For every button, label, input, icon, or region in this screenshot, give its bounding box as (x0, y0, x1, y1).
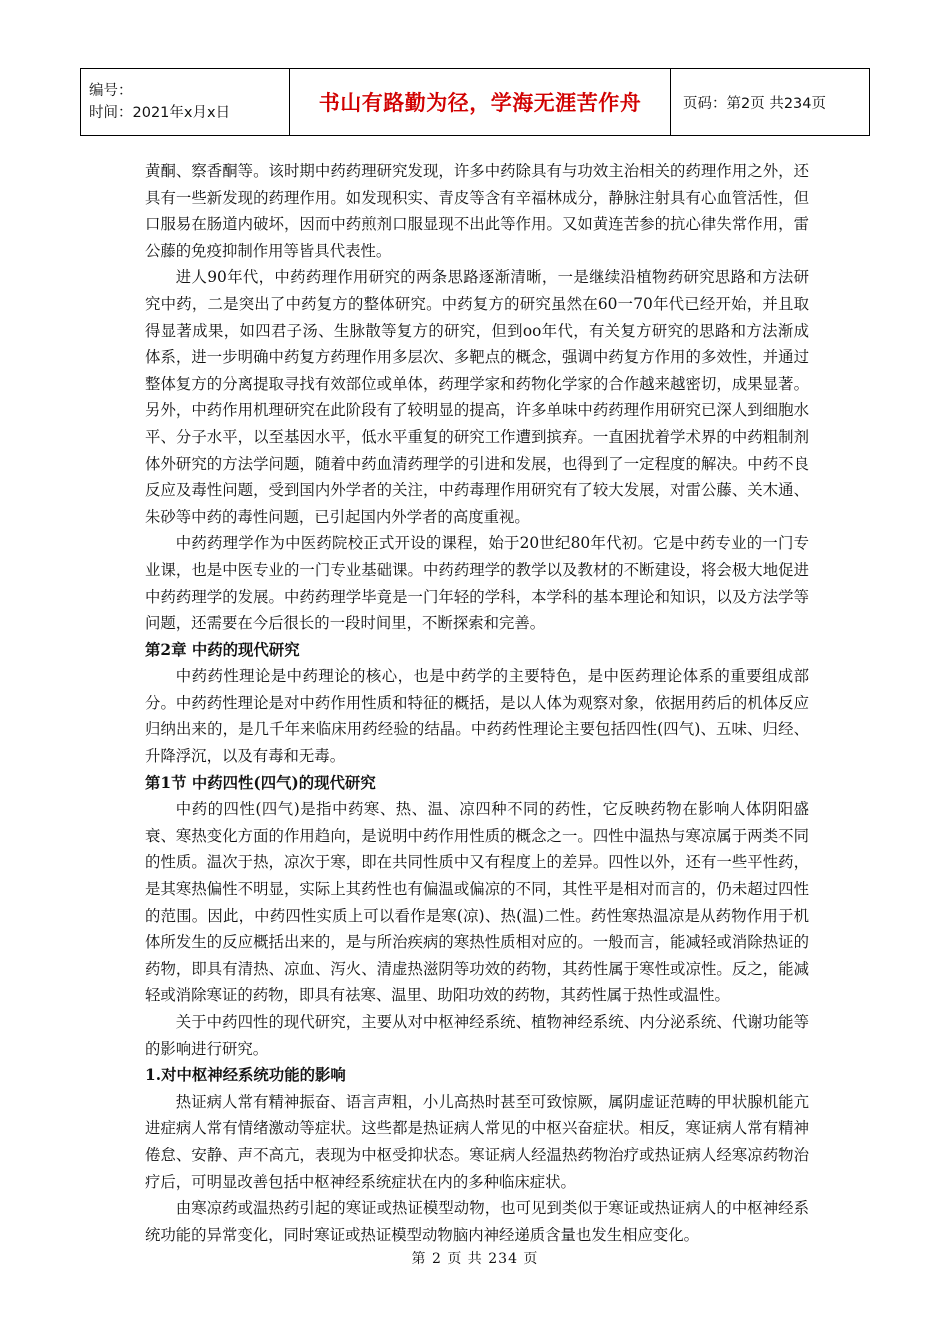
paragraph: 进人90年代，中药药理作用研究的两条思路逐渐清晰，一是继续沿植物药研究思路和方法研究中药，二是突出了中药复方的整体研究。中药复方的研究虽然在60一70年代已经开始，并且取得显著成果，如四君子汤、生脉散等复方的研究，但到oo年代，有关复方研究的思路和方法渐成体系，进一步明确中药复方药理作用多层次、多靶点的概念，强调中药复方作用的多效性，并通过整体复方的分离提取寻找有效部位或单体，药理学家和药物化学家的合作越来越密切，成果显著。另外，中药作用机理研究在此阶段有了较明显的提高，许多单味中药药理作用研究已深人到细胞水平、分子水平，以至基因水平，低水平重复的研究工作遭到摈弃。一直困扰着学术界的中药粗制剂体外研究的方法学问题，随着中药血清药理学的引进和发展，也得到了一定程度的解决。中药不良反应及毒性问题，受到国内外学者的关注，中药毒理作用研究有了较大发展，对雷公藤、关木通、朱砂等中药的毒性问题，已引起国内外学者的高度重视。 (145, 268, 809, 526)
section-heading: 第1节 中药四性(四气)的现代研究 (145, 773, 376, 792)
header-page-label: 页码：第2页 共234页 (671, 69, 870, 136)
paragraph: 由寒凉药或温热药引起的寒证或热证模型动物，也可见到类似于寒证或热证病人的中枢神经系统功能的异常变化，同时寒证或热证模型动物脑内神经递质含量也发生相应变化。 (145, 1199, 809, 1244)
paragraph: 中药药理学作为中医药院校正式开设的课程，始于20世纪80年代初。它是中药专业的一门专业课，也是中医专业的一门专业基础课。中药药理学的教学以及教材的不断建设，将会极大地促进中药药理学的发展。中药药理学毕竟是一门年轻的学科，本学科的基本理论和知识，以及方法学等问题，还需要在今后很长的一段时间里，不断探索和完善。 (145, 534, 809, 633)
paragraph: 热证病人常有精神振奋、语言声粗，小儿高热时甚至可致惊厥，属阴虚证范畴的甲状腺机能亢进症病人常有情绪激动等症状。这些都是热证病人常见的中枢兴奋症状。相反，寒证病人常有精神倦怠、安静、声不高亢，表现为中枢受抑状态。寒证病人经温热药物治疗或热证病人经寒凉药物治疗后，可明显改善包括中枢神经系统症状在内的多种临床症状。 (145, 1092, 809, 1191)
page-footer: 第 2 页 共 234 页 (411, 1251, 539, 1267)
paragraph: 黄酮、察香酮等。该时期中药药理研究发现，许多中药除具有与功效主治相关的药理作用之外，还具有一些新发现的药理作用。如发现积实、青皮等含有辛福林成分，静脉注射具有心血管活性，但口服易在肠道内破坏，因而中药煎剂口服显现不出此等作用。又如黄连苦参的抗心律失常作用，雷公藤的免疫抑制作用等皆具代表性。 (145, 162, 809, 260)
paragraph: 中药的四性(四气)是指中药寒、热、温、凉四种不同的药性，它反映药物在影响人体阴阳盛衰、寒热变化方面的作用趋向，是说明中药作用性质的概念之一。四性中温热与寒凉属于两类不同的性质。温次于热，凉次于寒，即在共同性质中又有程度上的差异。四性以外，还有一些平性药，是其寒热偏性不明显，实际上其药性也有偏温或偏凉的不同，其性平是相对而言的，仍未超过四性的范围。因此，中药四性实质上可以看作是寒(凉)、热(温)二性。药性寒热温凉是从药物作用于机体所发生的反应概括出来的，是与所治疾病的寒热性质相对应的。一般而言，能减轻或消除热证的药物，即具有清热、凉血、泻火、清虚热滋阴等功效的药物，其药性属于寒性或凉性。反之，能减轻或消除寒证的药物，即具有祛寒、温里、助阳功效的药物，其药性属于热性或温性。 (145, 800, 809, 1005)
document-number-label: 编号： (89, 83, 133, 99)
subsection-heading: 1.对中枢神经系统功能的影响 (145, 1066, 346, 1085)
document-body (145, 158, 809, 1248)
chapter-heading: 第2章 中药的现代研究 (145, 640, 300, 659)
paragraph: 中药药性理论是中药理论的核心，也是中药学的主要特色，是中医药理论体系的重要组成部分。中药药性理论是对中药作用性质和特征的概括，是以人体为观察对象，依据用药后的机体反应归纳出来的，是几千年来临床用药经验的结晶。中药药性理论主要包括四性(四气)、五味、归经、升降浮沉，以及有毒和无毒。 (145, 667, 809, 766)
header-motto: 书山有路勤为径，学海无涯苦作舟 (290, 69, 671, 136)
header-meta (81, 69, 290, 136)
paragraph: 关于中药四性的现代研究，主要从对中枢神经系统、植物神经系统、内分泌系统、代谢功能等的影响进行研究。 (145, 1013, 809, 1058)
document-date-label: 时间：2021年x月x日 (89, 105, 231, 121)
header-table (80, 68, 870, 136)
